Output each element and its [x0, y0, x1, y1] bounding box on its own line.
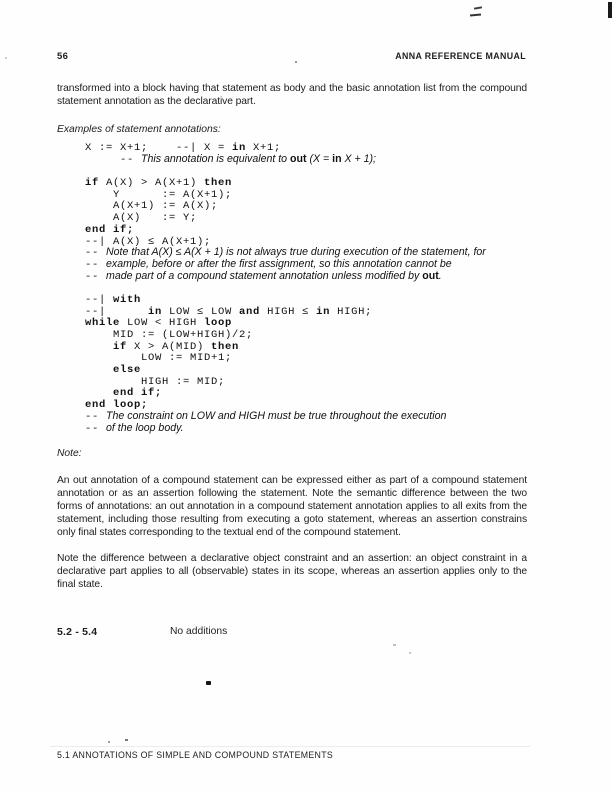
code-line: end if; — [85, 223, 135, 236]
code-line: -- of the loop body. — [85, 421, 184, 435]
code-line: --| A(X) ≤ A(X+1); — [85, 235, 212, 248]
note-paragraph: An out annotation of a compound statement can be expressed either as part of a compound statement annotation or as an assertion following the statement. Note the semantic difference between the two forms of annotations: an out annotation in a compound statement annotation applies to all exits from the statement, including those resulting from executing a goto statement, whereas an assertion constrains only final states corresponding to the textual end of the compound statement. — [57, 475, 527, 538]
code-line: X := X+1; --| X = in X+1; — [85, 142, 282, 154]
scan-dot-artifact — [108, 741, 110, 743]
code-line: --| in LOW ≤ LOW and HIGH ≤ in HIGH; — [85, 305, 373, 318]
code-line: end loop; — [85, 399, 149, 412]
code-line: MID := (LOW+HIGH)/2; — [85, 329, 254, 341]
scan-dot-artifact — [409, 652, 411, 654]
code-line: -- Note that A(X) ≤ A(X + 1) is not always true during execution of the statement, for — [85, 246, 486, 260]
intro-paragraph: transformed into a block having that statement as body and the basic annotation list from the compound statement annotation as the declarative part. — [57, 83, 527, 107]
page-number: 56 — [57, 51, 69, 62]
code-line: -- made part of a compound statement annotation unless modified by out. — [85, 269, 442, 283]
code-line: if X > A(MID) then — [113, 340, 240, 353]
code-line: -- The constraint on LOW and HIGH must be true throughout the execution — [85, 409, 447, 423]
code-line: -- This annotation is equivalent to out (X = in X + 1); — [85, 152, 376, 166]
code-line: end if; — [113, 387, 163, 400]
scan-dot-artifact — [5, 57, 7, 59]
code-line — [85, 165, 565, 177]
section-no-additions-text: No additions — [170, 626, 228, 637]
footer-section-title: 5.1 ANNOTATIONS OF SIMPLE AND COMPOUND STATEMENTS — [57, 750, 334, 760]
section-range-label: 5.2 - 5.4 — [57, 626, 98, 638]
ink-dot-artifact — [206, 681, 211, 685]
code-line: HIGH := MID; — [85, 375, 226, 388]
code-line: Y := A(X+1); — [85, 188, 233, 201]
footer-rule — [50, 746, 530, 747]
code-line: while LOW < HIGH loop — [85, 317, 233, 330]
code-line: A(X+1) := A(X); — [85, 200, 219, 213]
scan-dot-artifact — [125, 739, 128, 741]
code-line: if A(X) > A(X+1) then — [85, 177, 233, 190]
note-heading: Note: — [57, 448, 82, 459]
difference-paragraph: Note the difference between a declarative object constraint and an assertion: an object constraint in a declarative part applies to all (observable) states in its scope, whereas an assertion applies only to the final state. — [57, 553, 527, 590]
scan-edge-artifact — [608, 2, 612, 18]
code-line: -- example, before or after the first assignment, so this annotation cannot be — [85, 257, 452, 271]
code-line: LOW := MID+1; — [85, 352, 233, 365]
code-line: else — [113, 364, 142, 377]
code-line: --| with — [85, 293, 142, 306]
examples-heading: Examples of statement annotations: — [57, 124, 221, 135]
pen-mark-artifact — [470, 14, 481, 17]
code-line — [85, 282, 565, 294]
code-block — [85, 142, 565, 434]
code-line: A(X) := Y; — [85, 212, 198, 225]
scan-dot-artifact — [295, 61, 297, 63]
pen-mark-artifact — [474, 6, 482, 9]
scan-dot-artifact — [393, 644, 396, 646]
header-manual-title: ANNA REFERENCE MANUAL — [395, 51, 526, 61]
